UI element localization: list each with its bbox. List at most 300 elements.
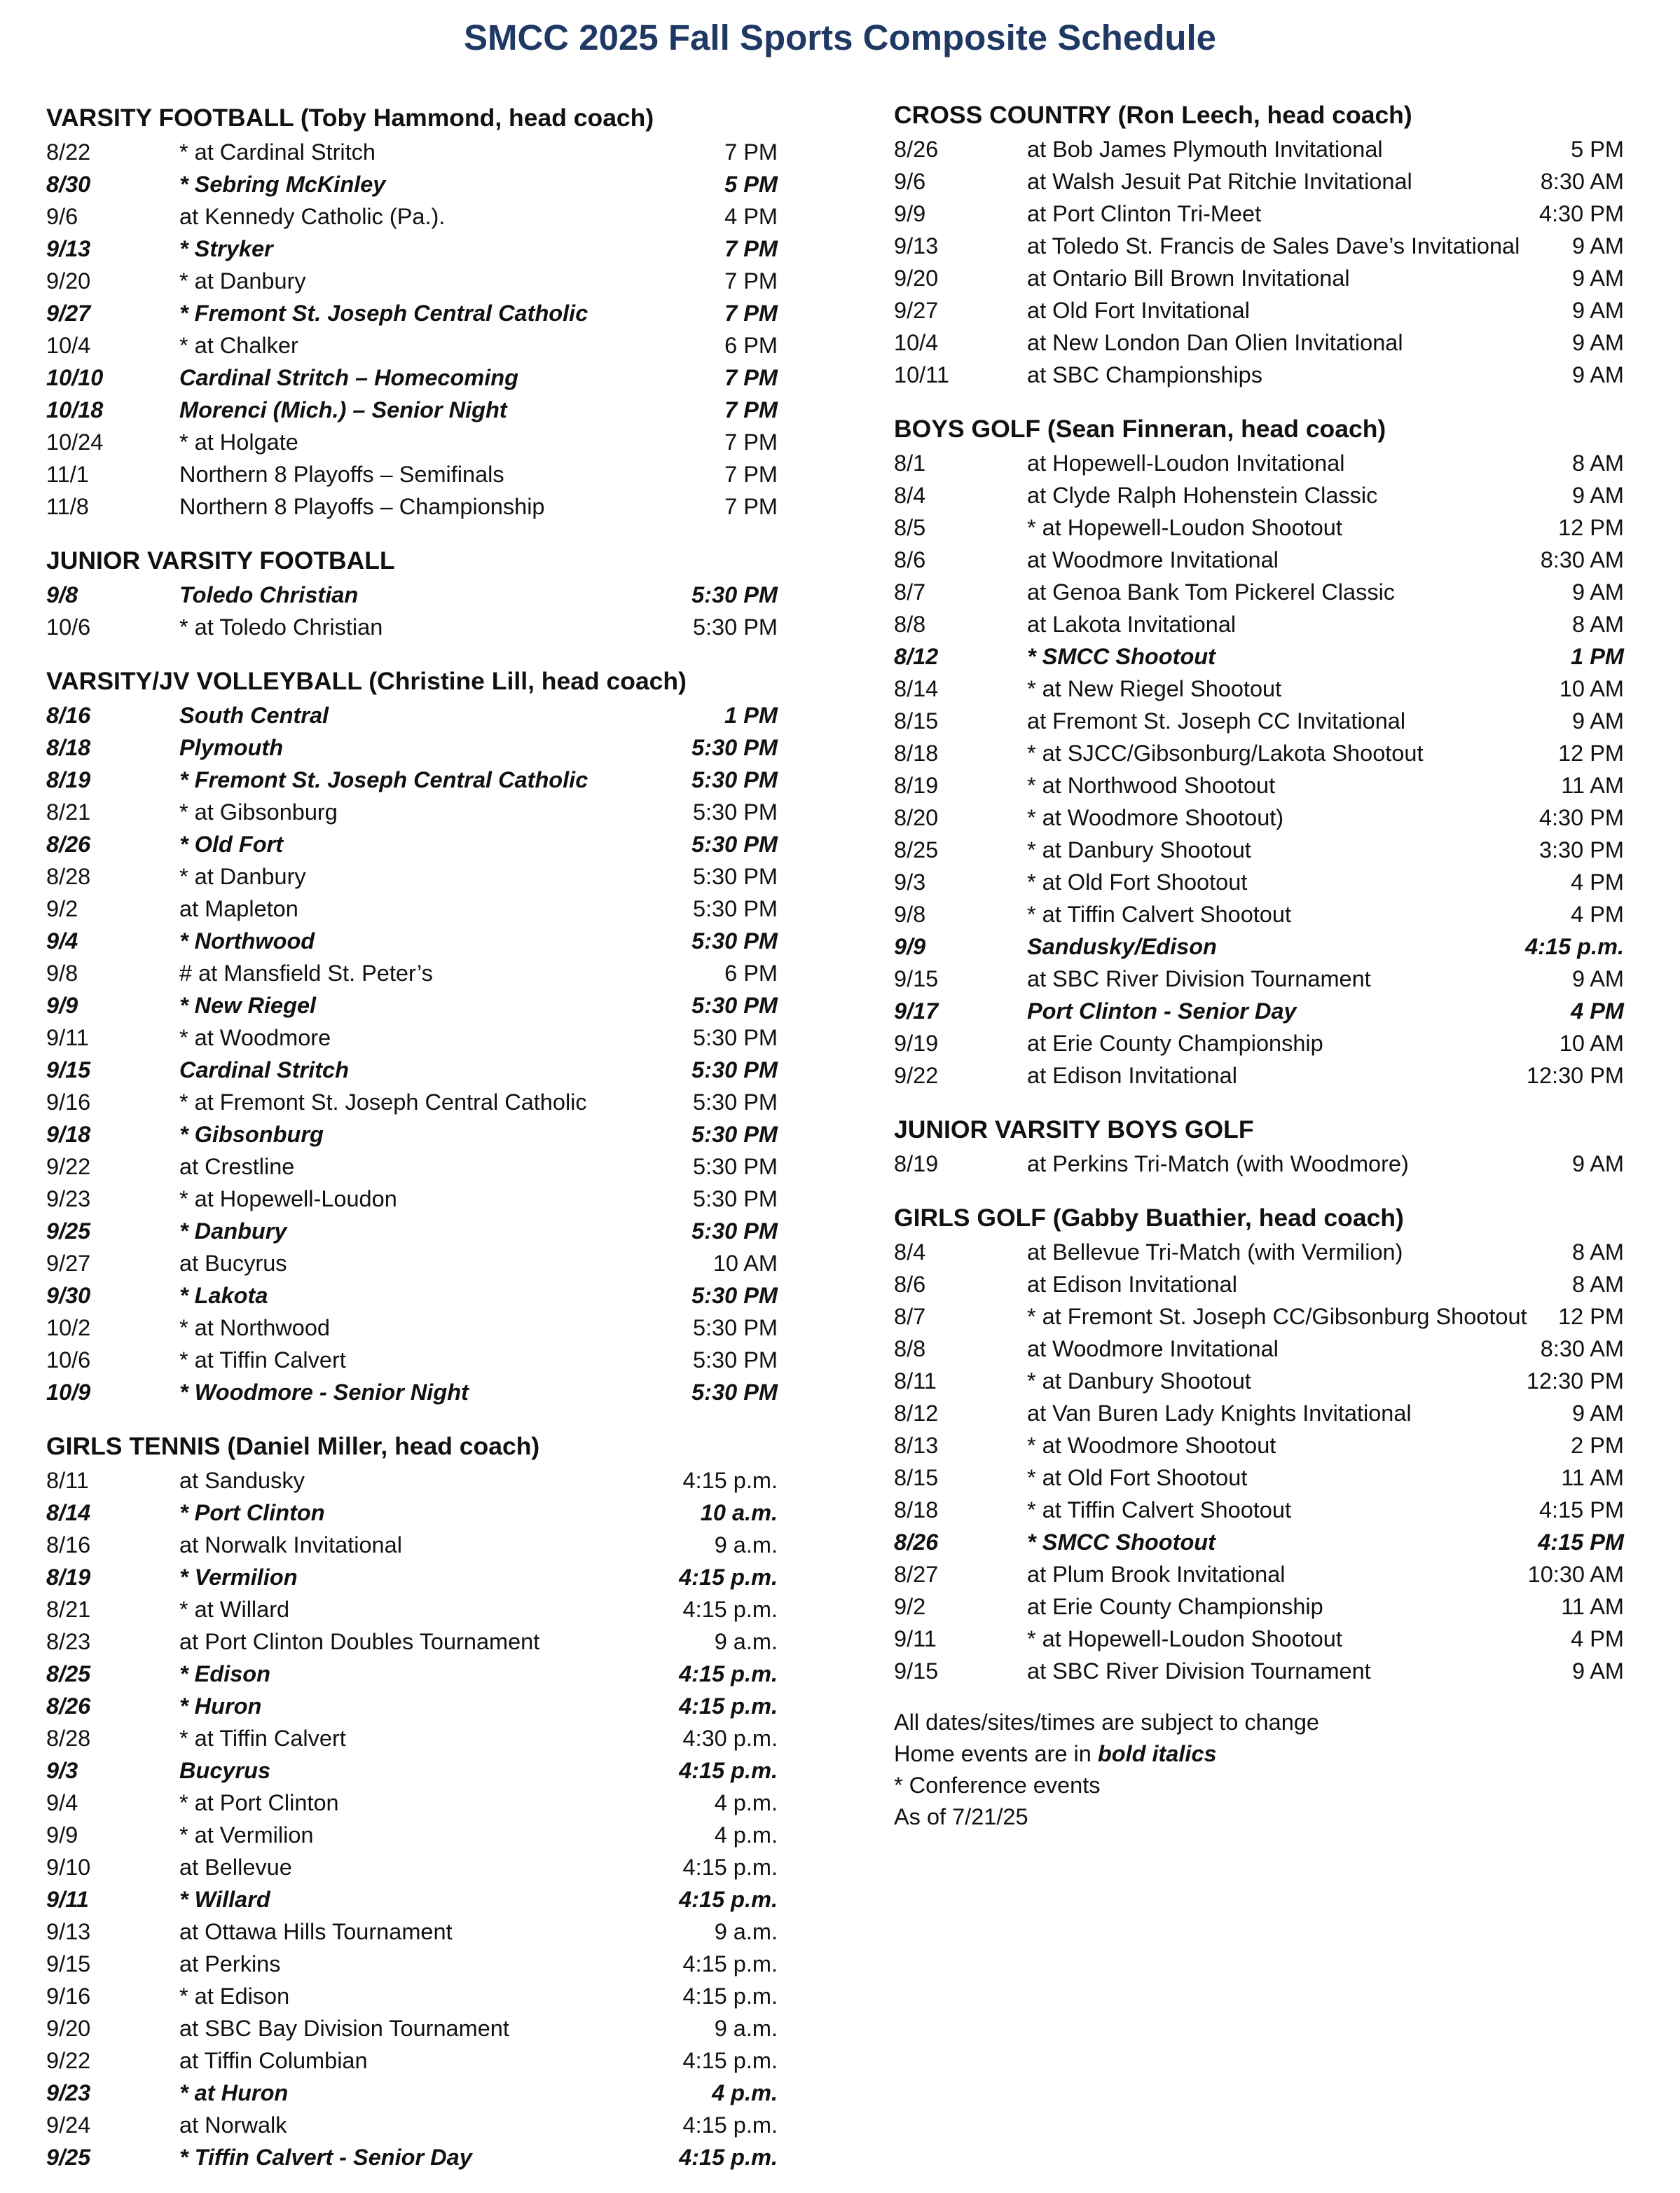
event-time: 11 AM <box>1561 1465 1624 1490</box>
event-date: 9/9 <box>894 201 926 226</box>
event-row <box>894 1397 1624 1429</box>
home-event-row <box>46 699 778 731</box>
event-opponent: * at Fremont St. Joseph CC/Gibsonburg Shootout <box>1027 1304 1527 1329</box>
event-opponent: at Norwalk Invitational <box>179 1532 402 1558</box>
event-row <box>894 262 1624 294</box>
event-row <box>894 479 1624 511</box>
event-opponent: at Van Buren Lady Knights Invitational <box>1027 1401 1412 1426</box>
section-title: JUNIOR VARSITY BOYS GOLF <box>894 1115 1254 1143</box>
event-date: 9/18 <box>46 1122 91 1147</box>
event-date: 9/9 <box>894 934 926 959</box>
event-date: 8/13 <box>894 1433 939 1458</box>
event-date: 9/22 <box>894 1063 939 1088</box>
event-time: 9 a.m. <box>714 1532 778 1558</box>
event-date: 9/22 <box>46 2048 91 2073</box>
event-date: 9/23 <box>46 1186 91 1211</box>
event-date: 8/18 <box>894 1497 939 1522</box>
event-time: 4:15 PM <box>1538 1497 1624 1522</box>
event-date: 8/15 <box>894 708 939 734</box>
event-date: 9/17 <box>894 998 939 1024</box>
event-row <box>46 1625 778 1658</box>
event-opponent: * Tiffin Calvert - Senior Day <box>179 2145 472 2170</box>
event-opponent: at Hopewell-Loudon Invitational <box>1027 451 1345 476</box>
event-date: 9/15 <box>46 1951 91 1977</box>
event-date: 8/28 <box>46 1726 91 1751</box>
event-date: 9/25 <box>46 1218 91 1244</box>
event-date: 8/4 <box>894 483 926 508</box>
home-event-row <box>894 995 1624 1027</box>
home-event-row <box>46 1054 778 1086</box>
event-opponent: at Bellevue <box>179 1855 292 1880</box>
home-event-row <box>46 233 778 265</box>
event-time: 10 a.m. <box>700 1500 778 1525</box>
event-date: 8/21 <box>46 799 91 825</box>
event-time: 9 AM <box>1571 966 1624 991</box>
event-row <box>46 426 778 458</box>
home-event-row <box>46 1690 778 1722</box>
event-time: 5:30 PM <box>692 896 778 921</box>
event-time: 7 PM <box>724 236 778 261</box>
event-time: 4:15 p.m. <box>682 2112 778 2138</box>
event-date: 9/27 <box>46 301 91 326</box>
event-time: 9 AM <box>1571 330 1624 355</box>
event-row <box>46 265 778 297</box>
event-date: 8/18 <box>46 735 91 760</box>
event-row <box>46 1183 778 1215</box>
home-event-row <box>46 828 778 860</box>
event-row <box>894 1148 1624 1180</box>
event-date: 9/15 <box>46 1057 91 1082</box>
event-date: 8/26 <box>894 1529 939 1555</box>
event-time: 8:30 AM <box>1540 547 1624 572</box>
event-date: 9/22 <box>46 1154 91 1179</box>
event-opponent: * at Tiffin Calvert <box>179 1347 346 1373</box>
event-date: 8/16 <box>46 1532 91 1558</box>
event-date: 9/15 <box>894 1658 939 1684</box>
event-opponent: at Erie County Championship <box>1027 1594 1323 1619</box>
event-row <box>894 230 1624 262</box>
event-row <box>46 1086 778 1118</box>
schedule-section <box>894 97 1624 391</box>
event-opponent: Cardinal Stritch – Homecoming <box>179 365 518 390</box>
event-opponent: * Fremont St. Joseph Central Catholic <box>179 301 588 326</box>
event-row <box>894 963 1624 995</box>
event-date: 9/16 <box>46 1089 91 1115</box>
event-opponent: * Lakota <box>179 1283 268 1308</box>
event-time: 11 AM <box>1561 773 1624 798</box>
event-time: 4:30 PM <box>1538 805 1624 830</box>
event-time: 9 a.m. <box>714 2016 778 2041</box>
event-time: 9 AM <box>1571 1151 1624 1176</box>
event-time: 4:15 p.m. <box>679 1887 778 1912</box>
event-opponent: at Sandusky <box>179 1468 305 1493</box>
event-time: 5:30 PM <box>692 1347 778 1373</box>
event-date: 8/30 <box>46 172 91 197</box>
event-opponent: Port Clinton - Senior Day <box>1027 998 1297 1024</box>
event-row <box>894 294 1624 326</box>
event-time: 4 p.m. <box>714 1822 778 1848</box>
event-row <box>46 1344 778 1376</box>
event-row <box>894 898 1624 930</box>
event-row <box>46 957 778 989</box>
event-time: 4 PM <box>1571 998 1624 1024</box>
event-time: 1 PM <box>724 703 778 728</box>
event-opponent: * Gibsonburg <box>179 1122 324 1147</box>
event-time: 8:30 AM <box>1540 1336 1624 1361</box>
event-row <box>894 673 1624 705</box>
event-time: 12 PM <box>1558 1304 1624 1329</box>
event-opponent: Cardinal Stritch <box>179 1057 349 1082</box>
event-time: 4:30 PM <box>1538 201 1624 226</box>
event-time: 5 PM <box>1571 137 1624 162</box>
event-row <box>894 834 1624 866</box>
event-opponent: * at Tiffin Calvert <box>179 1726 346 1751</box>
event-date: 10/24 <box>46 429 104 455</box>
event-date: 9/16 <box>46 1984 91 2009</box>
event-row <box>46 1529 778 1561</box>
event-opponent: at Norwalk <box>179 2112 287 2138</box>
event-row <box>894 1300 1624 1333</box>
event-time: 4:15 p.m. <box>682 1984 778 2009</box>
event-date: 9/8 <box>46 582 78 607</box>
event-opponent: * at Northwood Shootout <box>1027 773 1276 798</box>
event-time: 4 PM <box>1571 902 1624 927</box>
event-opponent: at Old Fort Invitational <box>1027 298 1250 323</box>
event-time: 4:15 p.m. <box>679 1693 778 1719</box>
event-opponent: * at Holgate <box>179 429 298 455</box>
event-time: 10 AM <box>1559 676 1624 701</box>
event-date: 10/6 <box>46 614 91 640</box>
event-opponent: at SBC River Division Tournament <box>1027 1658 1371 1684</box>
event-date: 10/18 <box>46 397 104 422</box>
event-row <box>46 1787 778 1819</box>
event-opponent: at Ottawa Hills Tournament <box>179 1919 453 1944</box>
event-opponent: * at Hopewell-Loudon Shootout <box>1027 515 1342 540</box>
event-row <box>894 1333 1624 1365</box>
event-opponent: Bucyrus <box>179 1758 271 1783</box>
home-event-row <box>46 989 778 1022</box>
event-time: 9 AM <box>1571 579 1624 605</box>
event-date: 9/11 <box>46 1887 89 1912</box>
event-row <box>894 544 1624 576</box>
event-date: 9/4 <box>46 1790 78 1815</box>
event-row <box>46 200 778 233</box>
event-time: 5:30 PM <box>691 1283 778 1308</box>
event-row <box>894 1590 1624 1623</box>
event-time: 10 AM <box>1559 1031 1624 1056</box>
event-time: 3:30 PM <box>1538 837 1624 862</box>
right-column <box>894 97 1624 1833</box>
event-time: 9 AM <box>1571 233 1624 259</box>
event-time: 4:30 p.m. <box>682 1726 778 1751</box>
event-opponent: * at Danbury Shootout <box>1027 837 1251 862</box>
event-opponent: * at Woodmore <box>179 1025 331 1050</box>
event-row <box>46 458 778 490</box>
event-date: 8/26 <box>46 832 91 857</box>
event-opponent: at Lakota Invitational <box>1027 612 1237 637</box>
event-opponent: at Bob James Plymouth Invitational <box>1027 137 1383 162</box>
event-opponent: Toledo Christian <box>179 582 359 607</box>
schedule-section <box>46 663 778 1408</box>
note-home-legend <box>894 1738 1624 1770</box>
event-row <box>46 1722 778 1754</box>
event-time: 5:30 PM <box>692 1315 778 1340</box>
event-row <box>894 802 1624 834</box>
home-event-row <box>46 1883 778 1916</box>
event-opponent: * at Woodmore Shootout <box>1027 1433 1276 1458</box>
event-row <box>46 611 778 643</box>
note-conference: * Conference events <box>894 1773 1101 1798</box>
event-date: 8/6 <box>894 547 926 572</box>
event-opponent: * at Danbury Shootout <box>1027 1368 1251 1394</box>
event-time: 5:30 PM <box>692 1186 778 1211</box>
event-row <box>894 511 1624 544</box>
event-date: 9/25 <box>46 2145 91 2170</box>
event-row <box>894 1623 1624 1655</box>
section-title: VARSITY/JV VOLLEYBALL (Christine Lill, head coach) <box>46 667 687 695</box>
home-event-row <box>46 394 778 426</box>
event-opponent: at Woodmore Invitational <box>1027 1336 1279 1361</box>
event-row <box>894 1462 1624 1494</box>
event-opponent: South Central <box>179 703 329 728</box>
event-date: 8/19 <box>894 773 939 798</box>
event-opponent: at SBC Bay Division Tournament <box>179 2016 509 2041</box>
home-event-row <box>46 1279 778 1312</box>
home-event-row <box>46 168 778 200</box>
event-date: 8/25 <box>46 1661 91 1686</box>
event-time: 4:15 p.m. <box>682 1468 778 1493</box>
event-opponent: Morenci (Mich.) – Senior Night <box>179 397 507 422</box>
event-time: 7 PM <box>724 139 778 165</box>
event-time: 5:30 PM <box>691 928 778 954</box>
event-time: 8 AM <box>1571 1239 1624 1265</box>
event-opponent: * Stryker <box>179 236 273 261</box>
event-opponent: * at SJCC/Gibsonburg/Lakota Shootout <box>1027 741 1424 766</box>
event-date: 8/7 <box>894 579 926 605</box>
event-opponent: at Edison Invitational <box>1027 1272 1237 1297</box>
event-time: 12:30 PM <box>1526 1368 1624 1394</box>
event-row <box>894 133 1624 165</box>
event-date: 9/6 <box>894 169 926 194</box>
event-opponent: * Danbury <box>179 1218 287 1244</box>
event-opponent: * at Northwood <box>179 1315 330 1340</box>
event-date: 9/11 <box>894 1626 937 1651</box>
event-date: 9/10 <box>46 1855 91 1880</box>
event-time: 7 PM <box>724 397 778 422</box>
note-as-of: As of 7/21/25 <box>894 1804 1028 1829</box>
event-row <box>894 1236 1624 1268</box>
event-opponent: Northern 8 Playoffs – Semifinals <box>179 462 504 487</box>
event-date: 9/13 <box>46 1919 91 1944</box>
event-date: 8/14 <box>46 1500 91 1525</box>
event-time: 12 PM <box>1558 741 1624 766</box>
event-opponent: at Edison Invitational <box>1027 1063 1237 1088</box>
event-time: 8 AM <box>1571 451 1624 476</box>
event-row <box>46 1022 778 1054</box>
event-opponent: at SBC Championships <box>1027 362 1262 387</box>
event-time: 9 AM <box>1571 1401 1624 1426</box>
event-date: 8/26 <box>46 1693 91 1719</box>
event-date: 8/5 <box>894 515 926 540</box>
right-sections <box>894 97 1624 1687</box>
event-date: 9/19 <box>894 1031 939 1056</box>
event-date: 9/9 <box>46 993 78 1018</box>
event-date: 9/24 <box>46 2112 91 2138</box>
event-date: 9/13 <box>46 236 91 261</box>
event-opponent: at Crestline <box>179 1154 295 1179</box>
event-time: 4:15 PM <box>1538 1529 1624 1555</box>
event-date: 8/22 <box>46 139 91 165</box>
event-opponent: at Port Clinton Doubles Tournament <box>179 1629 540 1654</box>
home-event-row <box>46 1658 778 1690</box>
event-row <box>894 866 1624 898</box>
event-time: 5:30 PM <box>692 799 778 825</box>
event-date: 9/4 <box>46 928 78 954</box>
section-title: BOYS GOLF (Sean Finneran, head coach) <box>894 415 1386 443</box>
event-time: 5:30 PM <box>692 1089 778 1115</box>
event-time: 5:30 PM <box>692 614 778 640</box>
event-time: 9 AM <box>1571 483 1624 508</box>
event-date: 8/1 <box>894 451 926 476</box>
event-time: 7 PM <box>724 462 778 487</box>
event-time: 5:30 PM <box>691 1380 778 1405</box>
event-row <box>894 1027 1624 1059</box>
home-event-row <box>46 1754 778 1787</box>
event-row <box>46 860 778 893</box>
event-opponent: Plymouth <box>179 735 284 760</box>
event-date: 9/8 <box>894 902 926 927</box>
event-row <box>894 1558 1624 1590</box>
event-time: 9 a.m. <box>714 1919 778 1944</box>
event-row <box>894 198 1624 230</box>
event-row <box>894 769 1624 802</box>
event-date: 8/25 <box>894 837 939 862</box>
event-opponent: * at Vermilion <box>179 1822 314 1848</box>
event-time: 1 PM <box>1571 644 1624 669</box>
event-opponent: # at Mansfield St. Peter’s <box>179 961 433 986</box>
event-time: 9 AM <box>1571 266 1624 291</box>
event-date: 8/7 <box>894 1304 926 1329</box>
event-time: 5 PM <box>724 172 778 197</box>
event-time: 5:30 PM <box>692 1025 778 1050</box>
schedule-section <box>46 1428 778 2173</box>
event-date: 10/9 <box>46 1380 91 1405</box>
note-home-emphasis: bold italics <box>1097 1741 1217 1766</box>
event-opponent: at Clyde Ralph Hohenstein Classic <box>1027 483 1378 508</box>
event-row <box>894 1268 1624 1300</box>
event-date: 8/8 <box>894 612 926 637</box>
event-time: 5:30 PM <box>691 1057 778 1082</box>
event-time: 7 PM <box>724 429 778 455</box>
event-time: 4:15 p.m. <box>679 1661 778 1686</box>
event-date: 8/4 <box>894 1239 926 1265</box>
event-row <box>894 737 1624 769</box>
event-opponent: * at Hopewell-Loudon <box>179 1186 397 1211</box>
event-time: 4:15 p.m. <box>682 2048 778 2073</box>
schedule-section <box>894 1199 1624 1687</box>
event-time: 5:30 PM <box>691 735 778 760</box>
event-date: 8/27 <box>894 1562 939 1587</box>
event-opponent: * Sebring McKinley <box>179 172 386 197</box>
event-time: 10:30 AM <box>1527 1562 1624 1587</box>
event-row <box>46 1980 778 2012</box>
home-event-row <box>46 1215 778 1247</box>
event-time: 7 PM <box>724 494 778 519</box>
event-date: 8/19 <box>894 1151 939 1176</box>
event-date: 11/1 <box>46 462 89 487</box>
event-opponent: at Ontario Bill Brown Invitational <box>1027 266 1350 291</box>
event-time: 9 AM <box>1571 708 1624 734</box>
event-time: 7 PM <box>724 301 778 326</box>
event-opponent: * at Old Fort Shootout <box>1027 869 1248 895</box>
event-date: 8/11 <box>46 1468 89 1493</box>
event-time: 4 PM <box>1571 1626 1624 1651</box>
home-event-row <box>894 640 1624 673</box>
event-time: 5:30 PM <box>691 993 778 1018</box>
event-time: 9 AM <box>1571 1658 1624 1684</box>
event-opponent: Northern 8 Playoffs – Championship <box>179 494 545 519</box>
event-date: 9/20 <box>46 268 91 294</box>
event-time: 9 AM <box>1571 362 1624 387</box>
event-opponent: * at Huron <box>179 2080 289 2105</box>
event-date: 8/8 <box>894 1336 926 1361</box>
event-date: 9/8 <box>46 961 78 986</box>
section-title: VARSITY FOOTBALL (Toby Hammond, head coach) <box>46 104 654 132</box>
event-row <box>46 1464 778 1497</box>
event-row <box>46 1948 778 1980</box>
event-row <box>46 2109 778 2141</box>
event-opponent: * at Danbury <box>179 864 306 889</box>
event-date: 10/11 <box>894 362 949 387</box>
event-date: 9/3 <box>894 869 926 895</box>
event-date: 10/4 <box>46 333 91 358</box>
event-opponent: * Willard <box>179 1887 270 1912</box>
event-date: 8/12 <box>894 644 939 669</box>
event-opponent: Sandusky/Edison <box>1027 934 1217 959</box>
event-row <box>894 359 1624 391</box>
event-time: 4:15 p.m. <box>1525 934 1624 959</box>
event-row <box>894 1429 1624 1462</box>
event-opponent: * New Riegel <box>179 993 317 1018</box>
event-time: 11 AM <box>1561 1594 1624 1619</box>
section-title: GIRLS TENNIS (Daniel Miller, head coach) <box>46 1432 540 1460</box>
event-date: 8/23 <box>46 1629 91 1654</box>
left-column <box>46 99 778 2193</box>
event-row <box>46 1851 778 1883</box>
event-time: 4:15 p.m. <box>679 2145 778 2170</box>
home-event-row <box>46 1561 778 1593</box>
event-time: 4 PM <box>724 204 778 229</box>
event-date: 8/20 <box>894 805 939 830</box>
event-date: 8/26 <box>894 137 939 162</box>
event-time: 7 PM <box>724 268 778 294</box>
event-date: 10/6 <box>46 1347 91 1373</box>
event-time: 10 AM <box>712 1251 778 1276</box>
home-event-row <box>46 2077 778 2109</box>
event-row <box>46 893 778 925</box>
event-opponent: * at New Riegel Shootout <box>1027 676 1282 701</box>
event-date: 9/20 <box>894 266 939 291</box>
notes <box>894 1707 1624 1833</box>
event-time: 7 PM <box>724 365 778 390</box>
event-row <box>46 2012 778 2044</box>
event-row <box>46 1312 778 1344</box>
event-date: 8/11 <box>894 1368 937 1394</box>
event-time: 5:30 PM <box>691 582 778 607</box>
event-opponent: at Mapleton <box>179 896 298 921</box>
event-opponent: * at Willard <box>179 1597 290 1622</box>
schedule-section <box>894 1111 1624 1180</box>
